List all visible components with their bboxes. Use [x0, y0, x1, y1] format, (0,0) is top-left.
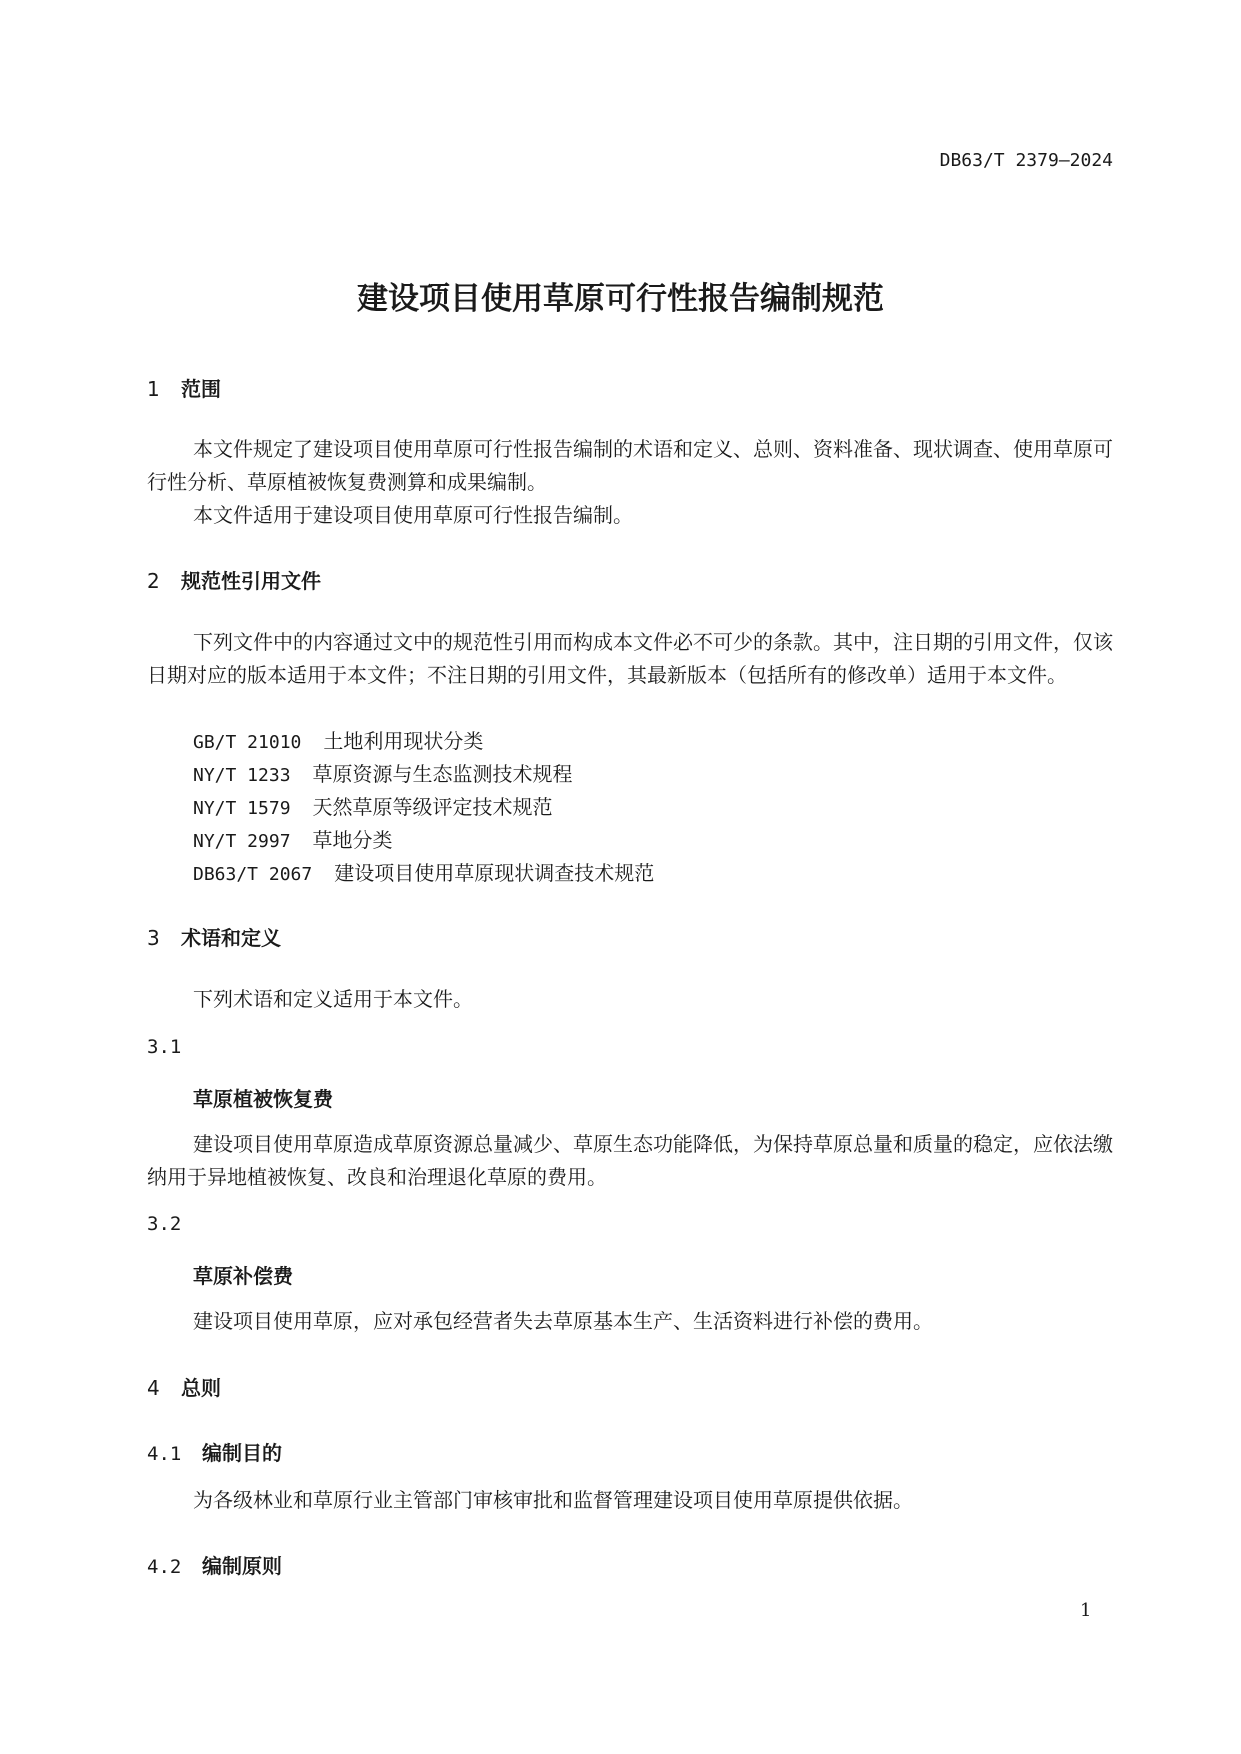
subsection-4-1-paragraph: 为各级林业和草原行业主管部门审核审批和监督管理建设项目使用草原提供依据。: [193, 1488, 913, 1512]
reference-title: 草地分类: [312, 828, 393, 852]
reference-code: GB/T 21010: [193, 732, 302, 753]
normative-reference: [193, 791, 553, 820]
reference-title: 土地利用现状分类: [323, 729, 484, 753]
reference-code: NY/T 1579: [193, 798, 291, 819]
section-3-paragraph-1: 下列术语和定义适用于本文件。: [193, 987, 473, 1011]
term-definition: 建设项目使用草原造成草原资源总量减少、草原生态功能降低，为保持草原总量和质量的稳定，应依法缴纳用于异地植被恢复、改良和治理退化草原的费用。: [147, 1132, 1113, 1189]
reference-title: 建设项目使用草原现状调查技术规范: [334, 861, 655, 885]
section-2-heading: [147, 565, 321, 594]
section-number: 1: [147, 377, 160, 401]
section-3-heading: [147, 922, 281, 951]
section-1-heading: [147, 373, 221, 402]
subsection-4-2-heading: [147, 1550, 282, 1579]
section-4-heading: [147, 1372, 221, 1401]
normative-reference: [193, 857, 654, 886]
reference-title: 草原资源与生态监测技术规程: [312, 762, 573, 786]
section-number: 3: [147, 926, 160, 950]
term-number: 3.2: [147, 1213, 182, 1235]
subsection-title: 编制目的: [202, 1441, 282, 1465]
section-number: 2: [147, 569, 160, 593]
section-2-paragraph-1: 下列文件中的内容通过文中的规范性引用而构成本文件必不可少的条款。其中，注日期的引用文件，仅该日期对应的版本适用于本文件；不注日期的引用文件，其最新版本（包括所有的修改单）适用于本文件。: [147, 630, 1113, 687]
section-1-paragraph-2: 本文件适用于建设项目使用草原可行性报告编制。: [193, 503, 633, 527]
section-number: 4: [147, 1376, 160, 1400]
normative-reference: [193, 824, 393, 853]
term-name: 草原植被恢复费: [193, 1087, 333, 1111]
subsection-number: 4.1: [147, 1443, 182, 1465]
subsection-number: 4.2: [147, 1556, 182, 1578]
term-name: 草原补偿费: [193, 1264, 293, 1288]
reference-code: DB63/T 2067: [193, 864, 313, 885]
reference-code: NY/T 2997: [193, 831, 291, 852]
term-number: 3.1: [147, 1036, 182, 1058]
section-title: 术语和定义: [181, 926, 281, 950]
document-number: DB63/T 2379—2024: [939, 150, 1113, 171]
document-title: 建设项目使用草原可行性报告编制规范: [357, 281, 884, 317]
subsection-4-1-heading: [147, 1437, 282, 1466]
section-title: 总则: [181, 1376, 221, 1400]
normative-reference: [193, 725, 483, 754]
page-number: 1: [1080, 1600, 1092, 1621]
section-1-paragraph-1: 本文件规定了建设项目使用草原可行性报告编制的术语和定义、总则、资料准备、现状调查、使用草原可行性分析、草原植被恢复费测算和成果编制。: [147, 437, 1113, 494]
section-title: 规范性引用文件: [181, 569, 321, 593]
reference-title: 天然草原等级评定技术规范: [312, 795, 553, 819]
reference-code: NY/T 1233: [193, 765, 291, 786]
normative-reference: [193, 758, 573, 787]
term-definition: 建设项目使用草原，应对承包经营者失去草原基本生产、生活资料进行补偿的费用。: [193, 1309, 933, 1333]
section-title: 范围: [181, 377, 221, 401]
subsection-title: 编制原则: [202, 1554, 282, 1578]
